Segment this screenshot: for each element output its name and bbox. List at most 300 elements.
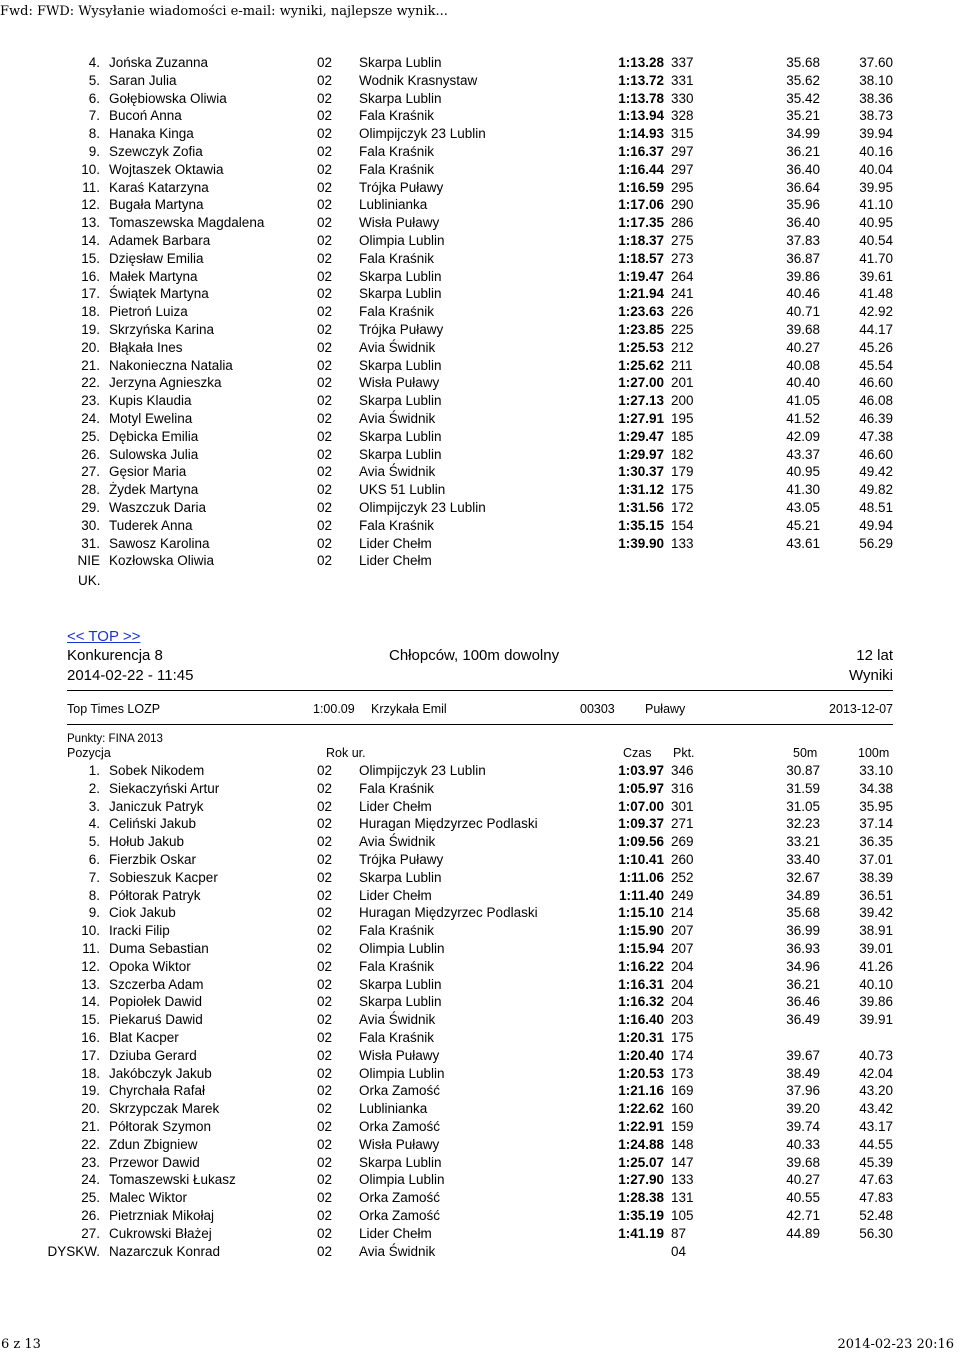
points: 204 <box>671 958 694 974</box>
top-times-time: 1:00.09 <box>313 702 355 716</box>
points: 264 <box>671 268 694 284</box>
birth-year: 02 <box>317 1030 333 1045</box>
position: 11. <box>82 941 100 956</box>
position: 19. <box>81 1083 100 1099</box>
split-100m: 40.16 <box>859 144 893 159</box>
table-row <box>0 232 960 250</box>
table-row <box>0 90 960 108</box>
split-50m: 39.68 <box>786 322 820 337</box>
split-50m: 40.71 <box>786 304 820 320</box>
points: 182 <box>671 446 694 462</box>
swimmer-name: Siekaczyński Artur <box>109 780 220 796</box>
position: 23. <box>81 1154 100 1170</box>
points: 301 <box>671 798 694 814</box>
table-row <box>0 72 960 90</box>
swim-time: 1:24.88 <box>618 1136 664 1152</box>
split-50m: 36.40 <box>786 215 820 231</box>
split-100m: 46.39 <box>859 411 893 426</box>
swimmer-name: Janiczuk Patryk <box>109 798 204 814</box>
birth-year: 02 <box>317 816 333 832</box>
split-100m: 52.48 <box>859 1208 893 1223</box>
table-row <box>0 54 960 72</box>
table-row <box>0 321 960 339</box>
position: 19. <box>81 322 100 337</box>
swim-time: 1:17.06 <box>618 197 664 213</box>
birth-year: 02 <box>317 357 333 373</box>
birth-year: 02 <box>317 887 333 903</box>
swimmer-name: Dziuba Gerard <box>109 1047 197 1063</box>
birth-year: 02 <box>317 144 333 159</box>
club-name: Fala Kraśnik <box>359 517 435 533</box>
top-times-label: Top Times LOZP <box>67 702 161 716</box>
split-100m: 40.54 <box>859 233 893 248</box>
split-100m: 45.26 <box>859 339 893 355</box>
table-row <box>0 887 960 905</box>
swim-time: 1:31.12 <box>618 482 664 498</box>
table-row <box>0 1100 960 1118</box>
birth-year: 02 <box>317 780 333 796</box>
club-name: Avia Świdnik <box>359 411 436 426</box>
split-100m: 40.10 <box>859 976 893 992</box>
club-name: Fala Kraśnik <box>359 958 435 974</box>
position: 24. <box>81 1172 100 1188</box>
split-100m: 38.39 <box>859 869 893 885</box>
club-name: Wisła Puławy <box>359 375 440 391</box>
points-note: Punkty: FINA 2013 <box>67 733 163 745</box>
club-name: Fala Kraśnik <box>359 304 435 320</box>
split-100m: 37.01 <box>859 852 893 867</box>
swim-time: 1:15.10 <box>618 905 664 921</box>
split-50m: 43.61 <box>786 535 820 551</box>
swimmer-name: Błąkała Ines <box>109 339 183 355</box>
split-100m: 41.10 <box>859 197 893 213</box>
position: 21. <box>81 1119 100 1134</box>
swimmer-name: Iracki Filip <box>109 923 170 939</box>
birth-year: 02 <box>317 215 333 231</box>
table-row <box>0 446 960 464</box>
swimmer-name: Opoka Wiktor <box>109 958 191 974</box>
swim-time: 1:23.85 <box>618 322 664 337</box>
split-50m: 42.09 <box>786 428 820 444</box>
points: 204 <box>671 976 694 992</box>
points: 346 <box>671 763 694 778</box>
points: 147 <box>671 1154 694 1170</box>
swimmer-name: Półtorak Patryk <box>109 887 201 903</box>
club-name: Orka Zamość <box>359 1083 441 1099</box>
birth-year: 02 <box>317 517 333 533</box>
swimmer-name: Pietrzniak Mikołaj <box>109 1208 215 1223</box>
split-50m: 40.46 <box>786 286 820 302</box>
position: 9. <box>88 144 100 159</box>
club-name: UKS 51 Lublin <box>359 482 446 498</box>
club-name: Skarpa Lublin <box>359 393 442 409</box>
swimmer-name: Piekaruś Dawid <box>109 1012 203 1028</box>
swimmer-name: Dzięsław Emilia <box>109 250 204 266</box>
table-row <box>0 552 960 570</box>
swim-time: 1:27.90 <box>618 1172 664 1188</box>
swim-time: 1:16.37 <box>618 144 664 159</box>
points: 87 <box>671 1225 687 1241</box>
swimmer-name: Hanaka Kinga <box>109 126 194 142</box>
table-row <box>0 535 960 553</box>
table-row <box>0 851 960 869</box>
swim-time: 1:16.59 <box>618 179 664 195</box>
points: 241 <box>671 286 694 302</box>
birth-year: 02 <box>317 268 333 284</box>
club-name: Fala Kraśnik <box>359 1030 435 1045</box>
table-row <box>0 428 960 446</box>
split-50m: 40.95 <box>786 464 820 480</box>
club-name: Avia Świdnik <box>359 339 436 355</box>
column-header-time: Czas <box>623 746 652 760</box>
club-name: Skarpa Lublin <box>359 1154 442 1170</box>
swim-time: 1:16.44 <box>618 161 664 177</box>
split-100m: 49.42 <box>859 464 893 480</box>
swim-time: 1:05.97 <box>618 780 664 796</box>
table-row <box>0 143 960 161</box>
swimmer-name: Bucoń Anna <box>109 108 182 124</box>
table-row <box>0 481 960 499</box>
split-50m: 35.21 <box>786 108 820 124</box>
split-100m: 40.95 <box>859 215 893 231</box>
split-100m: 38.91 <box>859 923 893 939</box>
position: 13. <box>81 976 100 992</box>
points: 225 <box>671 322 694 337</box>
swimmer-name: Nazarczuk Konrad <box>109 1243 221 1259</box>
club-name: Olimpijczyk 23 Lublin <box>359 500 486 515</box>
table-row <box>0 869 960 887</box>
split-100m: 40.04 <box>859 161 893 177</box>
club-name: Lider Chełm <box>359 535 432 551</box>
points: 204 <box>671 994 694 1010</box>
split-50m: 33.21 <box>786 834 820 850</box>
swimmer-name: Pietroń Luiza <box>109 304 188 320</box>
split-50m: 30.87 <box>786 763 820 778</box>
swim-time: 1:16.31 <box>618 976 664 992</box>
club-name: Fala Kraśnik <box>359 161 435 177</box>
birth-year: 02 <box>317 72 333 88</box>
birth-year: 02 <box>317 1190 333 1206</box>
table-row <box>0 940 960 958</box>
competition-label: Konkurencja 8 <box>67 647 163 664</box>
swim-time: 1:10.41 <box>618 852 664 867</box>
table-row <box>0 196 960 214</box>
points: 328 <box>671 108 694 124</box>
position: 21. <box>81 357 100 373</box>
club-name: Olimpijczyk 23 Lublin <box>359 126 486 142</box>
points: 260 <box>671 852 694 867</box>
points: 297 <box>671 161 694 177</box>
club-name: Lider Chełm <box>359 1225 432 1241</box>
table-row <box>0 798 960 816</box>
split-50m: 35.96 <box>786 197 820 213</box>
competition-age: 12 lat <box>856 647 893 664</box>
split-50m: 37.96 <box>786 1083 820 1099</box>
swim-time: 1:13.28 <box>618 55 664 70</box>
split-100m: 33.10 <box>859 763 893 778</box>
split-100m: 42.04 <box>859 1065 893 1081</box>
swim-time: 1:16.40 <box>618 1012 664 1028</box>
points: 159 <box>671 1119 694 1134</box>
birth-year: 02 <box>317 1012 333 1028</box>
results-label: Wyniki <box>848 667 893 684</box>
swimmer-name: Szewczyk Zofia <box>109 144 203 159</box>
birth-year: 02 <box>317 834 333 850</box>
split-100m: 47.63 <box>859 1172 893 1188</box>
points: 207 <box>671 941 694 956</box>
split-50m: 39.68 <box>786 1154 820 1170</box>
points: 173 <box>671 1065 694 1081</box>
table-row <box>0 958 960 976</box>
split-100m: 49.94 <box>859 517 893 533</box>
position: 5. <box>88 834 100 850</box>
split-50m: 41.05 <box>786 393 820 409</box>
split-50m: 37.83 <box>786 233 820 248</box>
split-100m: 43.20 <box>859 1083 893 1099</box>
position: 26. <box>81 1208 100 1223</box>
swimmer-name: Gołębiowska Oliwia <box>109 90 227 106</box>
birth-year: 02 <box>317 197 333 213</box>
club-name: Avia Świdnik <box>359 464 436 480</box>
table-row <box>0 179 960 197</box>
swim-time: 1:09.56 <box>618 834 664 850</box>
table-row <box>0 374 960 392</box>
club-name: Trójka Puławy <box>359 852 444 867</box>
club-name: Skarpa Lublin <box>359 428 442 444</box>
top-link[interactable]: << TOP >> <box>67 628 141 645</box>
split-100m: 37.14 <box>859 816 893 832</box>
swim-time: 1:21.16 <box>618 1083 664 1099</box>
club-name: Skarpa Lublin <box>359 976 442 992</box>
birth-year: 02 <box>317 1172 333 1188</box>
position: 20. <box>81 339 100 355</box>
points: 252 <box>671 869 694 885</box>
birth-year: 02 <box>317 1065 333 1081</box>
swim-time: 1:30.37 <box>618 464 664 480</box>
split-100m: 48.51 <box>859 500 893 515</box>
table-row <box>0 1189 960 1207</box>
swim-time: 1:09.37 <box>618 816 664 832</box>
split-50m: 36.46 <box>786 994 820 1010</box>
table-row <box>0 1047 960 1065</box>
position: 25. <box>81 1190 100 1206</box>
swimmer-name: Tomaszewska Magdalena <box>109 215 265 231</box>
position: 14. <box>81 994 100 1010</box>
points: 179 <box>671 464 694 480</box>
swim-time: 1:25.53 <box>618 339 664 355</box>
birth-year: 02 <box>317 55 333 70</box>
split-50m: 36.99 <box>786 923 820 939</box>
split-50m: 31.59 <box>786 780 820 796</box>
position: 10. <box>81 923 100 939</box>
split-100m: 49.82 <box>859 482 893 498</box>
club-name: Huragan Międzyrzec Podlaski <box>359 816 538 832</box>
swim-time: 1:16.22 <box>618 958 664 974</box>
club-name: Lider Chełm <box>359 887 432 903</box>
table-row <box>0 1011 960 1029</box>
birth-year: 02 <box>317 108 333 124</box>
split-100m: 41.48 <box>859 286 893 302</box>
split-100m: 41.26 <box>859 958 893 974</box>
points: 133 <box>671 1172 694 1188</box>
swim-time: 1:35.19 <box>618 1208 664 1223</box>
table-row <box>0 1118 960 1136</box>
swimmer-name: Skrzypczak Marek <box>109 1101 220 1117</box>
table-row <box>0 107 960 125</box>
swim-time: 1:27.13 <box>618 393 664 409</box>
split-50m: 39.67 <box>786 1047 820 1063</box>
swim-time: 1:13.72 <box>618 72 664 88</box>
swim-time: 1:35.15 <box>618 517 664 533</box>
swim-time: 1:29.47 <box>618 428 664 444</box>
table-row <box>0 993 960 1011</box>
position: 15. <box>81 250 100 266</box>
split-50m: 40.27 <box>786 1172 820 1188</box>
split-50m: 35.68 <box>786 905 820 921</box>
points: 269 <box>671 834 694 850</box>
points: 316 <box>671 780 694 796</box>
table-row <box>0 410 960 428</box>
swimmer-name: Szczerba Adam <box>109 976 204 992</box>
swimmer-name: Jerzyna Agnieszka <box>109 375 222 391</box>
split-50m: 36.40 <box>786 161 820 177</box>
swimmer-name: Półtorak Szymon <box>109 1119 212 1134</box>
club-name: Skarpa Lublin <box>359 357 442 373</box>
points: 331 <box>671 72 694 88</box>
swim-time: 1:20.53 <box>618 1065 664 1081</box>
swim-time: 1:41.19 <box>618 1225 664 1241</box>
swim-time: 1:22.91 <box>618 1119 664 1134</box>
birth-year: 02 <box>317 500 333 515</box>
points: 337 <box>671 55 694 70</box>
table-row <box>0 815 960 833</box>
position: 30. <box>81 517 100 533</box>
position: 29. <box>81 500 100 515</box>
swim-time: 1:13.94 <box>618 108 664 124</box>
birth-year: 02 <box>317 994 333 1010</box>
club-name: Olimpia Lublin <box>359 941 445 956</box>
table-row <box>0 1154 960 1172</box>
split-50m: 35.42 <box>786 90 820 106</box>
points: 201 <box>671 375 694 391</box>
points: 286 <box>671 215 694 231</box>
position: 16. <box>81 268 100 284</box>
points: 172 <box>671 500 694 515</box>
table-row <box>0 922 960 940</box>
position: 6. <box>88 90 100 106</box>
split-100m: 46.60 <box>859 446 893 462</box>
points: 175 <box>671 482 694 498</box>
top-times-name: Krzykała Emil <box>371 702 447 716</box>
split-100m: 36.51 <box>859 887 893 903</box>
position: 12. <box>81 958 100 974</box>
swim-time: 1:23.63 <box>618 304 664 320</box>
points: 295 <box>671 179 694 195</box>
birth-year: 02 <box>317 322 333 337</box>
split-50m: 45.21 <box>786 517 820 533</box>
position: 26. <box>81 446 100 462</box>
swimmer-name: Popiołek Dawid <box>109 994 203 1010</box>
position: 27. <box>81 464 100 480</box>
swimmer-name: Cukrowski Błażej <box>109 1225 212 1241</box>
points: 200 <box>671 393 694 409</box>
position: 8. <box>88 126 100 142</box>
birth-year: 02 <box>317 1136 333 1152</box>
position: 18. <box>81 1065 100 1081</box>
points: 207 <box>671 923 694 939</box>
club-name: Skarpa Lublin <box>359 268 442 284</box>
birth-year: 02 <box>317 90 333 106</box>
split-50m: 38.49 <box>786 1065 820 1081</box>
swim-time: 1:11.40 <box>618 887 664 903</box>
swim-time: 1:16.32 <box>618 994 664 1010</box>
position: 4. <box>88 816 100 832</box>
swim-time: 1:17.35 <box>618 215 664 231</box>
print-timestamp: 2014-02-23 20:16 <box>837 1337 954 1352</box>
points: 203 <box>671 1012 694 1028</box>
swim-time: 1:27.91 <box>618 411 664 426</box>
swimmer-name: Kupis Klaudia <box>109 393 192 409</box>
swim-time: 1:20.31 <box>618 1030 664 1045</box>
club-name: Wodnik Krasnystaw <box>359 72 478 88</box>
split-50m: 34.89 <box>786 887 820 903</box>
split-100m: 38.36 <box>859 90 893 106</box>
swimmer-name: Jakóbczyk Jakub <box>109 1065 212 1081</box>
points: 160 <box>671 1101 694 1117</box>
table-row <box>0 1171 960 1189</box>
birth-year: 02 <box>317 1101 333 1117</box>
birth-year: 02 <box>317 161 333 177</box>
split-50m: 31.05 <box>786 798 820 814</box>
birth-year: 02 <box>317 869 333 885</box>
swim-time: 1:21.94 <box>618 286 664 302</box>
club-name: Olimpia Lublin <box>359 1172 445 1188</box>
table-row <box>0 1029 960 1047</box>
birth-year: 02 <box>317 482 333 498</box>
club-name: Lublinianka <box>359 1101 428 1117</box>
birth-year: 02 <box>317 553 333 569</box>
swim-time: 1:28.38 <box>618 1190 664 1206</box>
points: 226 <box>671 304 694 320</box>
birth-year: 02 <box>317 923 333 939</box>
swimmer-name: Świątek Martyna <box>109 286 209 302</box>
swim-time: 1:25.07 <box>618 1154 664 1170</box>
swimmer-name: Skrzyńska Karina <box>109 322 215 337</box>
table-row <box>0 1065 960 1083</box>
table-row <box>0 303 960 321</box>
swim-time: 1:19.47 <box>618 268 664 284</box>
swim-time: 1:14.93 <box>618 126 664 142</box>
column-header-50m: 50m <box>793 746 818 760</box>
split-50m: 36.93 <box>786 941 820 956</box>
birth-year: 02 <box>317 339 333 355</box>
points: 148 <box>671 1136 694 1152</box>
split-100m: 38.73 <box>859 108 893 124</box>
points: 275 <box>671 233 694 248</box>
club-name: Skarpa Lublin <box>359 286 442 302</box>
split-100m: 46.08 <box>859 393 893 409</box>
club-name: Huragan Międzyrzec Podlaski <box>359 905 538 921</box>
club-name: Lider Chełm <box>359 798 432 814</box>
points: 131 <box>671 1190 694 1206</box>
club-name: Wisła Puławy <box>359 1047 440 1063</box>
birth-year: 02 <box>317 304 333 320</box>
birth-year: 02 <box>317 905 333 921</box>
column-header-year: Rok ur. <box>326 746 366 760</box>
page-number: 6 z 13 <box>1 1337 41 1352</box>
club-name: Avia Świdnik <box>359 834 436 850</box>
position: 2. <box>88 780 100 796</box>
